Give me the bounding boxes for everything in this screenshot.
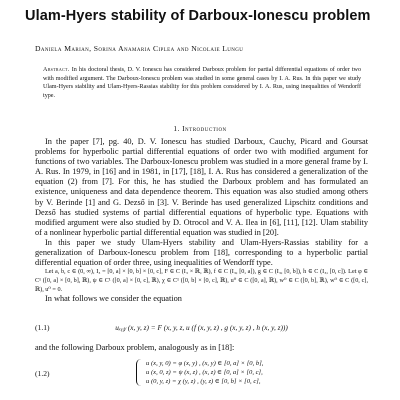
equation-1-2 [35, 359, 368, 389]
paragraph-history: In the paper [7], pg. 40, D. V. Ionescu has studied Darboux, Cauchy, Picard and Goursat problems for hyperbolic partial differential equations of order two with modified argument for functions of two variables. The Darboux-Ionescu problem was studied in a more general frame by I. A. Rus. In 1979, in [16] and in 1981, in [17], [18], I. A. Rus has considered a generalization of the equation (2) from [7]. For this, he has studied the Darboux problem and has formulated an existence, uniqueness and data dependence theorem. This equation was also studied among others by V. Berinde [1] and G. Dezső in [3]. V. Berinde has used generalized Lipschitz conditions and Dezső has studied systems of partial differential equations of hyperbolic type. Equations with modified argument were also studied by D. Otrocol and V. A. Ilea in [6], [11], [12]. Ulam stability of a nonlinear hyperbolic partial differential equation was studied in [20]. [35, 137, 368, 237]
equation-intro: In what follows we consider the equation [45, 294, 182, 304]
system-line: u (x, y, 0) = φ (x, y) , (x, y) ∈ [0, a] × [0, b], [146, 360, 264, 367]
equation-number: (1.1) [35, 323, 50, 332]
equation-1-1 [35, 323, 368, 335]
abstract [43, 66, 361, 100]
paragraph-aim: In this paper we study Ulam-Hyers stability and Ulam-Hyers-Rassias stability for a generalization of Darboux-Ionescu problem from [18], corresponding to a hyperbolic partial differential equation of order three, using inequalities of Wendorff type. [35, 237, 368, 268]
equation-expression: uₓᵧ𝓏 (x, y, z) = F (x, y, z, u (f (x, y, z) , g (x, y, z) , h (x, y, z))) [115, 323, 288, 332]
section-body [35, 137, 368, 304]
system-line: u (x, 0, z) = ψ (x, z) , (x, z) ∈ [0, a] × [0, c], [146, 369, 263, 376]
notation-paragraph: Let a, b, c ∈ (0, ∞), I₃ = [0, a] × [0, b] × [0, c], F ∈ C (I₃ × ℝ, ℝ), f ∈ C (I₃, [0, a]), g ∈ C (I₃, [0, b]), h ∈ C (I₃, [0, c]). Let φ ∈ C¹ ([0, a] × [0, b], ℝ), ψ ∈ C¹ ([0, a] × [0, c], ℝ), χ ∈ C¹ ([0, b] × [0, c], ℝ), u⁰ ∈ C ([0, a], ℝ), w⁰ ∈ C ([0, b], ℝ), w⁰ ∈ C ([0, c], ℝ), u⁰ = 0. [35, 268, 368, 293]
abstract-text: In his doctoral thesis, D. V. Ionescu has considered Darboux problem for partial differential equations of order two with modified argument. The Darboux-Ionescu problem was studied in some general cases by I. A. Rus. In this paper we study Ulam-Hyers stability and Ulam-Hyers-Rassias stability for this problem considered by I. A. Rus, using inequalities of Wendorff type. [43, 67, 361, 99]
left-brace [136, 359, 143, 386]
abstract-label: Abstract. [43, 67, 70, 73]
author-list: Daniela Marian, Sorina Anamaria Ciplea and Nicolaie Lungu [35, 44, 244, 53]
paper-title: Ulam-Hyers stability of Darboux-Ionescu problem [25, 8, 371, 24]
equation-number: (1.2) [35, 369, 50, 378]
system-line: u (0, y, z) = χ (y, z) , (y, z) ∈ [0, b] × [0, c], [146, 378, 261, 385]
section-heading: 1. Introduction [173, 124, 227, 133]
equation-system [146, 359, 263, 386]
darboux-intro: and the following Darboux problem, analogously as in [18]: [35, 343, 235, 352]
